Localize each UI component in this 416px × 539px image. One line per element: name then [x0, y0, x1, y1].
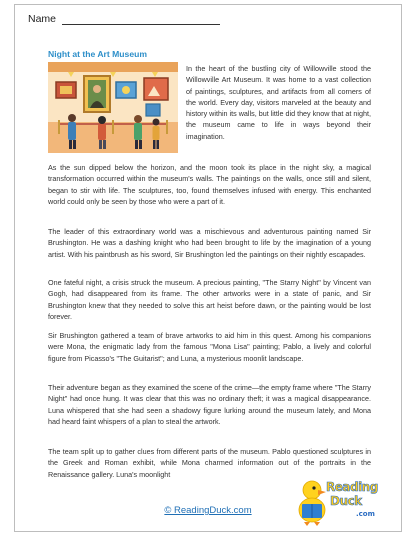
logo-text-com: .com — [356, 510, 375, 518]
reading-duck-logo — [296, 474, 382, 528]
museum-illustration — [48, 62, 178, 153]
readingduck-copyright-link[interactable]: © ReadingDuck.com — [164, 505, 252, 516]
story-paragraph-2: As the sun dipped below the horizon, and the moon took its place in the night sky, a magical transformation occurred within the museum's walls. The paintings on the walls, once still and silent, began to stir with life. The sculptures, too, found themselves infused with energy. This enchanted world could only be seen by those who were a part of it. — [48, 163, 371, 206]
logo-text-duck: Duck — [330, 494, 362, 508]
story-title: Night at the Art Museum — [48, 49, 147, 59]
name-label: Name — [28, 13, 57, 25]
story-paragraph-7: The team split up to gather clues from different parts of the museum. Pablo questioned sculptures in the Greek and Roman exhibit, while Mona charmed information out of the portraits in the Renaissance gallery. Luna's moonlight — [48, 447, 371, 479]
logo-text-reading: Reading — [326, 480, 378, 494]
story-paragraph-5: Sir Brushington gathered a team of brave artworks to aid him in this quest. Among his companions were Mona, the enigmatic lady from the famous "Mona Lisa" painting; Pablo, a lively and colorful figure from Picasso's "The Guitarist"; and Luna, a mysterious moonlit landscape. — [48, 331, 371, 363]
name-blank-line — [62, 14, 220, 25]
name-row — [28, 13, 220, 25]
story-paragraph-6: Their adventure began as they examined the scene of the crime—the empty frame where "The Starry Night" had once hung. It was clear that this was no ordinary theft; it was a magical disappearance. Luna whispered that she had seen a shadowy figure lurking around the museum lately, and Mona had heard faint whispers of a plan to steal the artwork. — [48, 383, 371, 426]
story-paragraph-4: One fateful night, a crisis struck the museum. A precious painting, "The Starry Night" by Vincent van Gogh, had disappeared from its frame. The other artworks were in a state of panic, and Sir Brushington knew that they needed to solve this art heist before dawn, or the painting would be lost forever. — [48, 278, 371, 321]
story-paragraph-1: In the heart of the bustling city of Willowville stood the Willowville Art Museum. It was home to a vast collection of paintings, sculptures, and artifacts from all corners of the world. Every day, visitors marveled at the beauty and history within its walls, but little did they know that at night, the museum came to life in ways beyond their imagination. — [186, 64, 371, 141]
story-paragraph-3: The leader of this extraordinary world was a mischievous and adventurous painting named Sir Brushington. He was a dashing knight who had been brought to life by the imagination of a young artist. With his paintbrush as his sword, Sir Brushington led the paintings on their nightly escapades. — [48, 227, 371, 259]
museum-scene-image — [48, 62, 178, 153]
